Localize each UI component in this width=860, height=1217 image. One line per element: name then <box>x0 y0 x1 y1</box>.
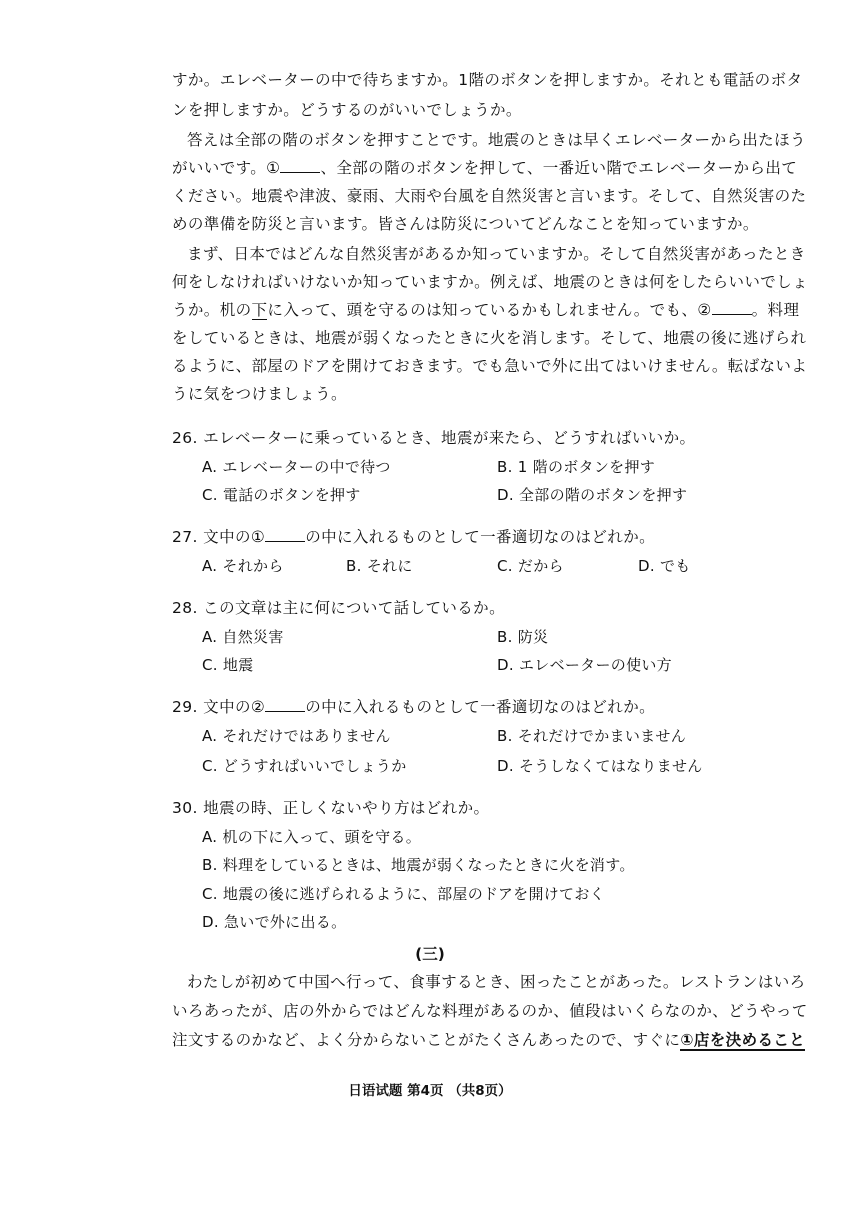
q29-option-d: D. そうしなくてはなりません <box>497 757 703 775</box>
question-30-stem: 30. 地震の時、正しくないやり方はどれか。 <box>172 799 490 817</box>
passage-line: まず、日本ではどんな自然災害があるか知っていますか。そして自然災害があったとき <box>187 245 806 263</box>
passage-line <box>172 300 798 320</box>
q30-option-b: B. 料理をしているときは、地震が弱くなったときに火を消す。 <box>202 856 635 874</box>
question-text: 29. 文中の② <box>172 698 266 716</box>
blank-2-ref <box>265 697 305 712</box>
q26-option-d: D. 全部の階のボタンを押す <box>497 486 688 504</box>
passage-text: 。料理 <box>751 301 800 319</box>
page-footer: 日语试题 第4页 （共8页） <box>348 1083 512 1099</box>
passage-line: いろあったが、店の外からではどんな料理があるのか、値段はいくらなのか、どうやって <box>172 1002 808 1020</box>
passage-line: 答えは全部の階のボタンを押すことです。地震のときは早くエレベーターから出たほう <box>187 131 806 149</box>
passage-line: をしているときは、地震が弱くなったときに火を消します。そして、地震の後に逃げられ <box>172 329 807 347</box>
question-28-stem: 28. この文章は主に何について話しているか。 <box>172 599 505 617</box>
q26-option-c: C. 電話のボタンを押す <box>202 486 361 504</box>
passage-line <box>172 158 798 178</box>
passage-text: 、全部の階のボタンを押して、一番近い階でエレベーターから出て <box>320 159 798 177</box>
q27-option-c: C. だから <box>497 557 564 575</box>
passage-line: すか。エレベーターの中で待ちますか。1階のボタンを押しますか。それとも電話のボタ <box>172 71 803 89</box>
q29-option-a: A. それだけではありません <box>202 727 391 745</box>
passage-line: 何をしなければいけないか知っていますか。例えば、地震のときは何をしたらいいでしょ <box>172 273 809 291</box>
passage-text: うか。机の <box>172 301 252 319</box>
q28-option-c: C. 地震 <box>202 656 254 674</box>
q27-option-a: A. それから <box>202 557 284 575</box>
underlined-phrase-1: ①店を決めること <box>680 1031 806 1049</box>
q26-option-a: A. エレベーターの中で待つ <box>202 458 391 476</box>
passage-line <box>172 1030 806 1050</box>
q27-option-d: D. でも <box>638 557 691 575</box>
q30-option-d: D. 急いで外に出る。 <box>202 913 347 931</box>
passage-line: めの準備を防災と言います。皆さんは防災についてどんなことを知っていますか。 <box>172 215 759 233</box>
blank-2 <box>712 300 752 315</box>
question-26-stem: 26. エレベーターに乗っているとき、地震が来たら、どうすればいいか。 <box>172 429 696 447</box>
passage-line: わたしが初めて中国へ行って、食事するとき、困ったことがあった。レストランはいろ <box>187 973 806 991</box>
q28-option-b: B. 防災 <box>497 628 549 646</box>
question-text: の中に入れるものとして一番適切なのはどれか。 <box>305 698 655 716</box>
passage-text: に入って、頭を守るのは知っているかもしれません。でも、② <box>267 301 712 319</box>
passage-line: るように、部屋のドアを開けておきます。でも急いで外に出てはいけません。転ばないよ <box>172 357 808 375</box>
passage-line: うに気をつけましょう。 <box>172 385 347 403</box>
question-text: 27. 文中の① <box>172 528 266 546</box>
passage-line: ンを押しますか。どうするのがいいでしょうか。 <box>172 101 522 119</box>
q26-option-b: B. 1 階のボタンを押す <box>497 458 656 476</box>
q29-option-c: C. どうすればいいでしょうか <box>202 757 407 775</box>
q28-option-d: D. エレベーターの使い方 <box>497 656 672 674</box>
blank-1 <box>280 158 320 173</box>
q28-option-a: A. 自然災害 <box>202 628 284 646</box>
blank-1-ref <box>265 527 305 542</box>
question-text: の中に入れるものとして一番適切なのはどれか。 <box>305 528 655 546</box>
section-heading: (三) <box>415 945 445 963</box>
question-29-stem <box>172 697 798 717</box>
passage-text: 注文するのかなど、よく分からないことがたくさんあったので、すぐに <box>172 1031 681 1049</box>
question-27-stem <box>172 527 798 547</box>
passage-line: ください。地震や津波、豪雨、大雨や台風を自然災害と言います。そして、自然災害のた <box>172 187 807 205</box>
underlined-word: 下 <box>251 301 268 319</box>
q30-option-c: C. 地震の後に逃げられるように、部屋のドアを開けておく <box>202 885 605 903</box>
q27-option-b: B. それに <box>346 557 413 575</box>
q30-option-a: A. 机の下に入って、頭を守る。 <box>202 828 422 846</box>
q29-option-b: B. それだけでかまいません <box>497 727 687 745</box>
passage-text: がいいです。① <box>172 159 281 177</box>
